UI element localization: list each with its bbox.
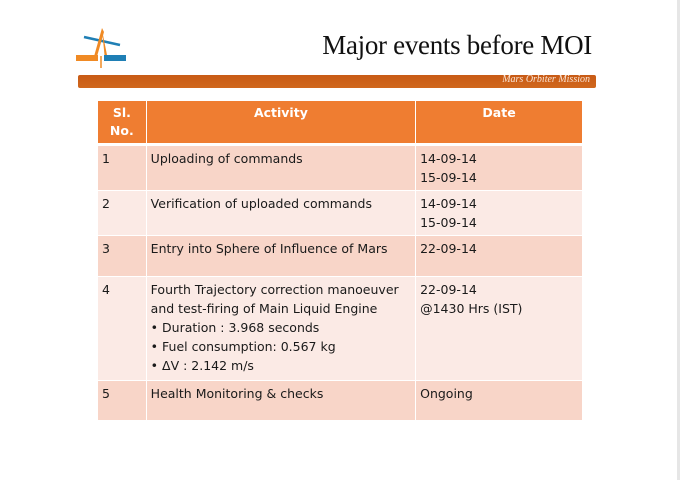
date-line: 22-09-14 — [420, 282, 477, 297]
row-activity: Entry into Sphere of Influence of Mars — [146, 236, 415, 277]
events-table — [98, 101, 582, 421]
slide-title: Major events before MOI — [322, 30, 592, 60]
row-date — [416, 191, 582, 236]
mission-banner — [78, 75, 596, 88]
row-activity: Verification of uploaded commands — [146, 191, 415, 236]
row-sl: 5 — [98, 381, 146, 421]
table-row — [98, 381, 582, 421]
detail-fuel: • Fuel consumption: 0.567 kg — [150, 339, 336, 354]
row-activity: Uploading of commands — [146, 145, 415, 191]
row-date — [416, 381, 582, 421]
date-line: 14-09-14 — [420, 196, 477, 211]
header-activity-label: Activity — [253, 105, 308, 120]
header-date-label: Date — [482, 105, 516, 120]
header-sl-no-label: Sl. No. — [109, 105, 134, 138]
isro-logo-icon — [74, 26, 130, 70]
date-line: Ongoing — [420, 386, 473, 401]
row-activity — [146, 277, 415, 381]
row-sl: 4 — [98, 277, 146, 381]
date-line: 14-09-14 — [420, 151, 477, 166]
row-sl: 2 — [98, 191, 146, 236]
detail-delta-v: • ΔV : 2.142 m/s — [150, 358, 254, 373]
detail-duration: • Duration : 3.968 seconds — [150, 320, 320, 335]
table-row — [98, 277, 582, 381]
header-sl-no — [98, 101, 146, 145]
date-line: 22-09-14 — [420, 241, 477, 256]
row-sl: 3 — [98, 236, 146, 277]
table-header-row — [98, 101, 582, 145]
table-row — [98, 145, 582, 191]
date-line: @1430 Hrs (IST) — [420, 301, 523, 316]
row-activity: Health Monitoring & checks — [146, 381, 415, 421]
table-row — [98, 191, 582, 236]
row-date — [416, 145, 582, 191]
date-line: 15-09-14 — [420, 215, 477, 230]
header-activity — [146, 101, 415, 145]
banner-text: Mars Orbiter Mission — [502, 74, 590, 85]
row-date — [416, 277, 582, 381]
table-row — [98, 236, 582, 277]
header-date — [416, 101, 582, 145]
date-line: 15-09-14 — [420, 170, 477, 185]
row-sl: 1 — [98, 145, 146, 191]
row-date — [416, 236, 582, 277]
activity-text: Fourth Trajectory correction manoeuver and test-firing of Main Liquid Engine — [150, 282, 399, 316]
